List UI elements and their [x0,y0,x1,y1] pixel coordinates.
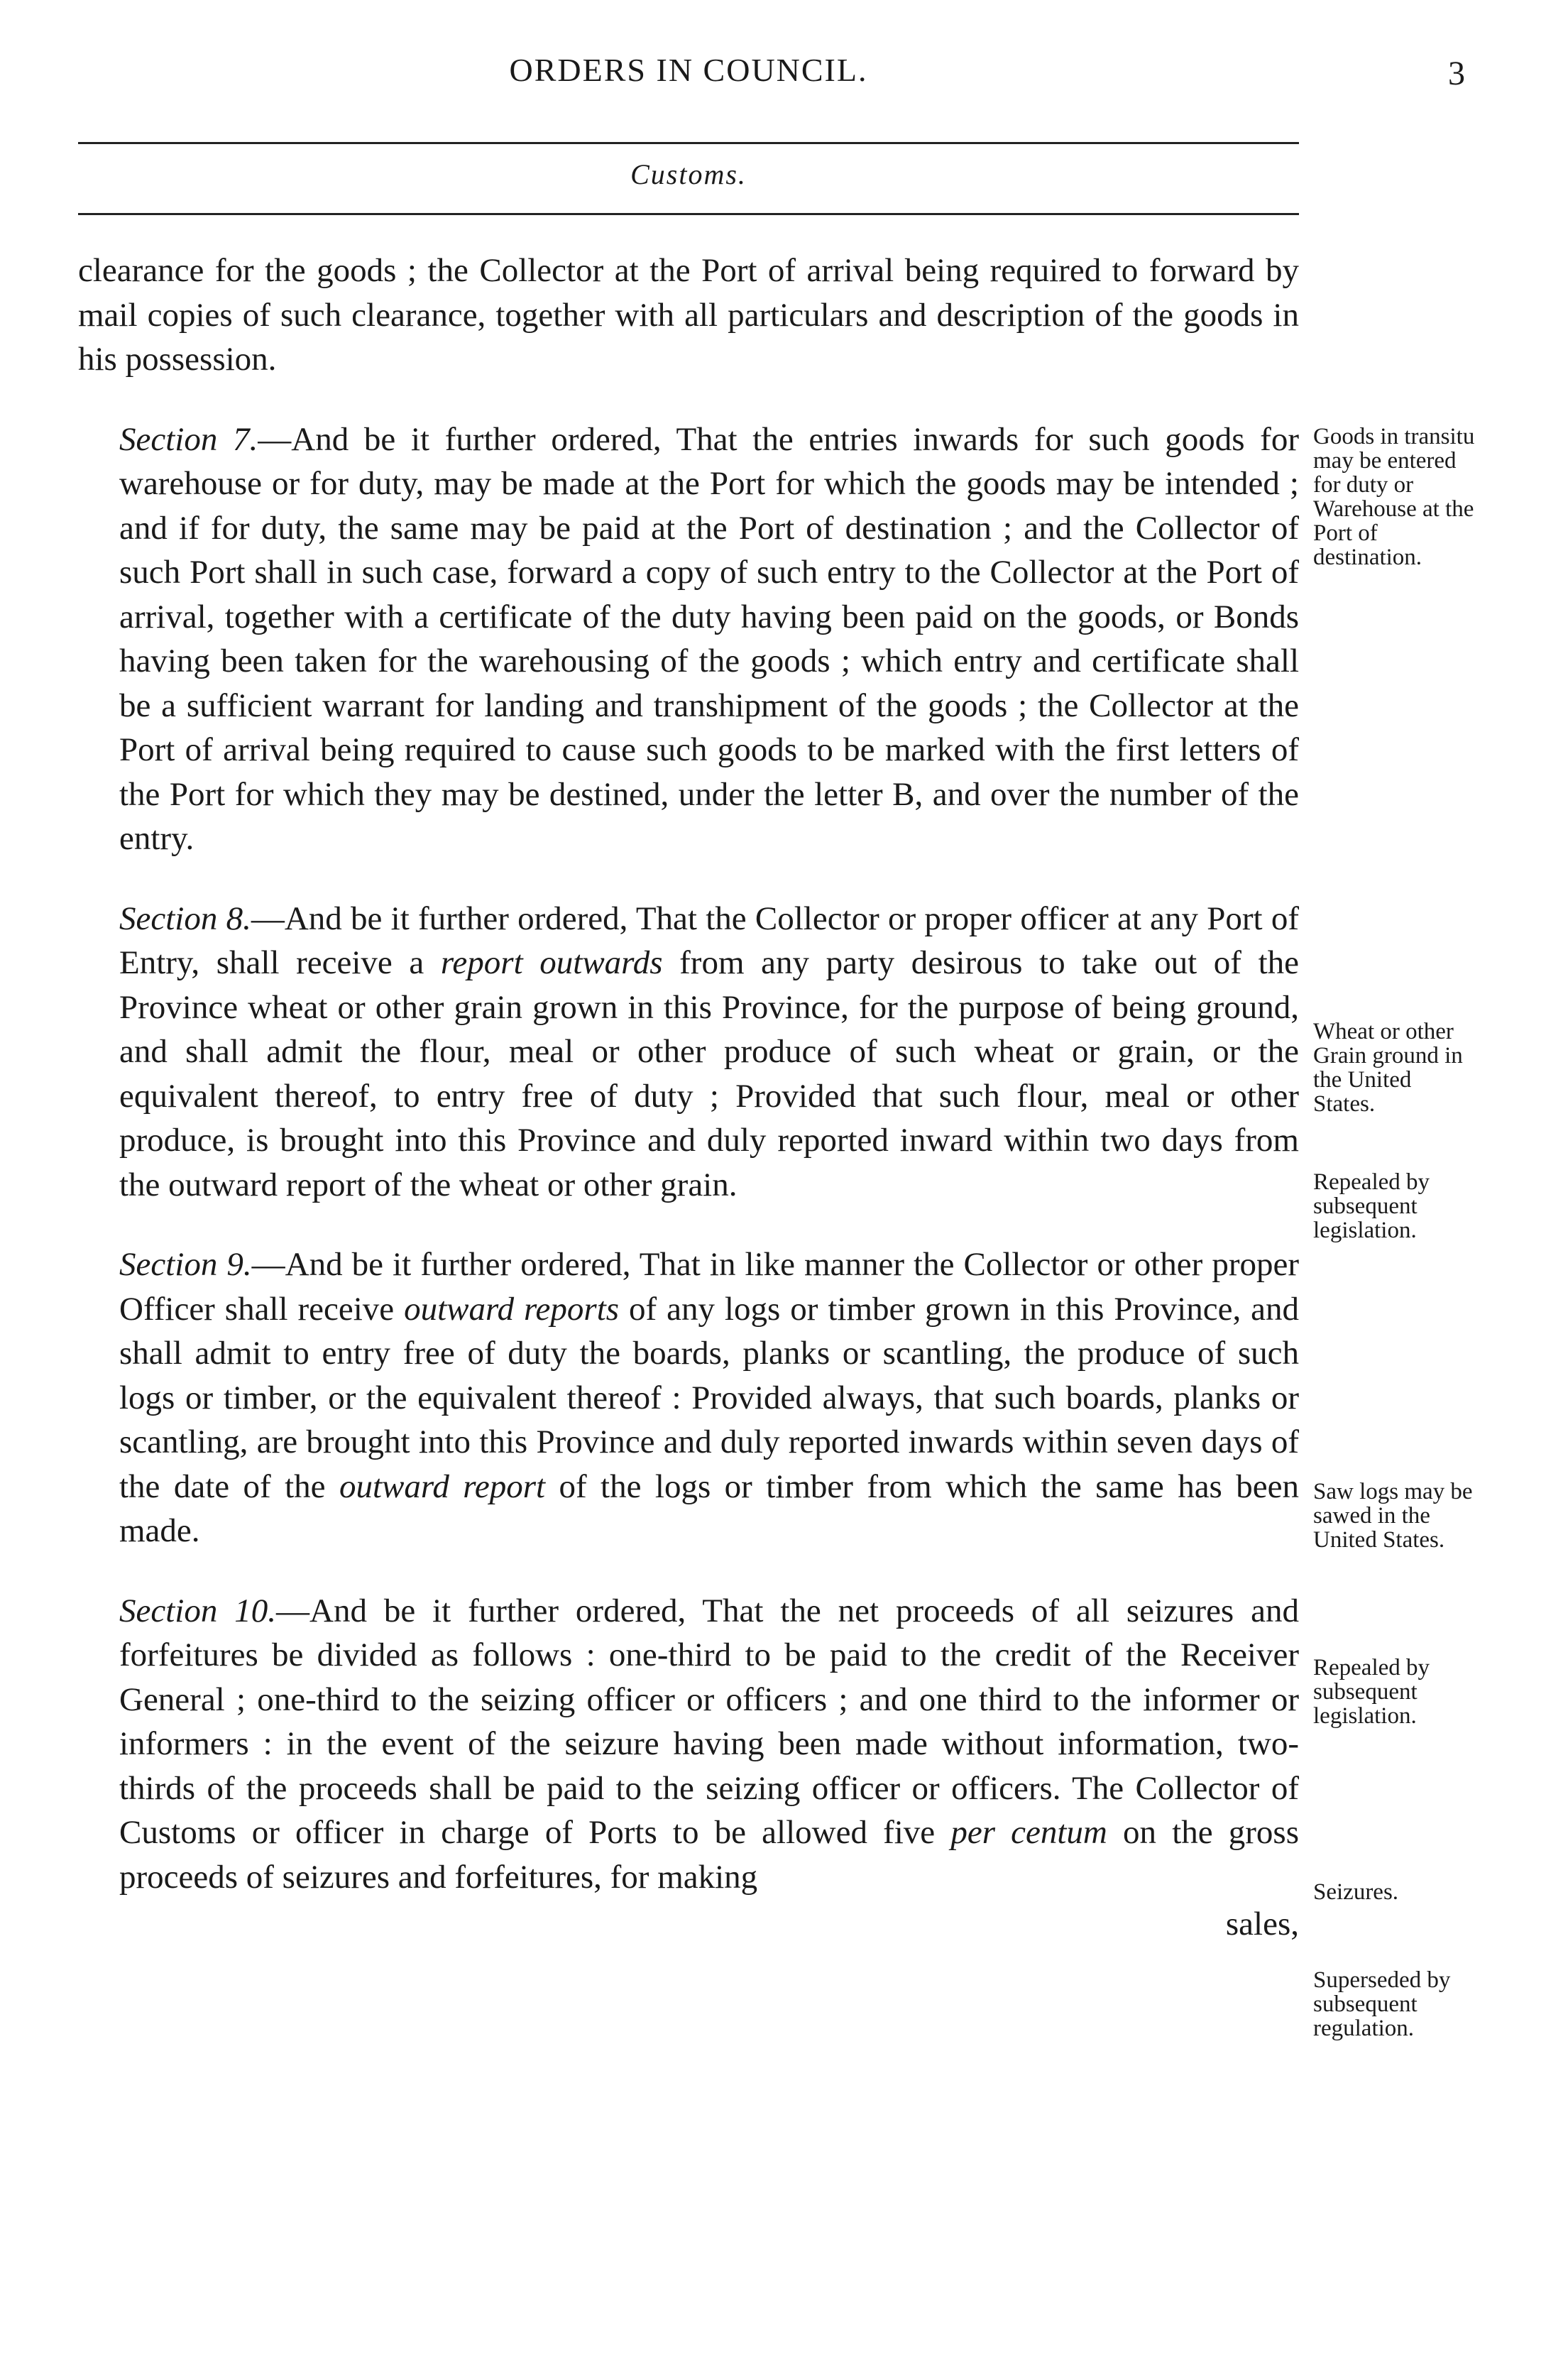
section-9-text-b: of any logs or timber grown in this Province, and shall admit to entry free of duty the boards, planks or scantling, the produce of such logs or timber, or the equivalent thereof : Provided always, that such boards, planks or scantling, are brought into this Province and duly reported inwards within seven days of the date of the [119,1290,1299,1505]
section-10-label: Section 10. [119,1592,276,1629]
section-10-paragraph [78,1589,1299,1900]
margin-note-seizures: Seizures. [1313,1879,1399,1905]
body-text [78,248,1299,1947]
section-10-text-b: on the gross proceeds of seizures and forfeitures, for making [119,1814,1300,1896]
margin-note-goods-in-transitu: Goods in transitu may be entered for duty or Warehouse at the Port of destination. [1313,424,1475,570]
header-rule-top [78,142,1299,144]
margin-note-wheat-grain: Wheat or other Grain ground in the United States. [1313,1019,1463,1117]
section-7-paragraph [78,417,1299,861]
section-9-paragraph [78,1242,1299,1553]
section-8-italic-a: report outwards [440,944,663,981]
continuation-text: clearance for the goods ; the Collector at the Port of arrival being required to forward by mail copies of such clearance, together with all particulars and description of the goods in his possession. [78,252,1299,378]
page-number: 3 [1448,55,1465,92]
section-9-label: Section 9. [119,1246,252,1283]
section-10-italic-a: per centum [950,1814,1107,1851]
section-9-text-a: —And be it further ordered, That in like manner the Collector or other proper Officer shall receive [119,1246,1299,1328]
section-8-text-a: —And be it further ordered, That the Collector or proper officer at any Port of Entry, shall receive a [119,900,1299,981]
section-7-text: —And be it further ordered, That the entries inwards for such goods for warehouse or for duty, may be made at the Port for which the goods may be intended ; and if for duty, the same may be paid at the Port of destination ; and the Collector of such Port shall in such case, forward a copy of such entry to the Collector at the Port of arrival, together with a certificate of the duty having been paid on the goods, or Bonds having been taken for the warehousing of the goods ; which entry and certificate shall be a sufficient warrant for landing and transhipment of the goods ; the Collector at the Port of arrival being required to cause such goods to be marked with the first letters of the Port for which they may be destined, under the letter B, and over the number of the entry. [119,420,1299,857]
margin-note-repealed-2: Repealed by subsequent legislation. [1313,1655,1430,1729]
catchword-line [78,1902,1299,1947]
running-title: ORDERS IN COUNCIL. [509,52,868,88]
section-8-label: Section 8. [119,900,251,937]
continuation-paragraph [78,248,1299,382]
section-9-italic-a: outward reports [404,1290,620,1328]
margin-note-repealed-1: Repealed by subsequent legislation. [1313,1169,1430,1243]
section-title: Customs. [630,158,747,190]
margin-note-saw-logs: Saw logs may be sawed in the United States. [1313,1479,1473,1553]
section-9-italic-b: outward report [339,1468,546,1505]
section-9-text-c: of the logs or timber from which the same has been made. [119,1468,1299,1549]
section-7-label: Section 7. [119,420,258,458]
section-10-text-a: —And be it further ordered, That the net proceeds of all seizures and forfeitures be divided as follows : one-third to be paid to the credit of the Receiver General ; one-third to the seizing officer or officers ; and one third to the informer or informers : in the event of the seizure having been made without information, two-thirds of the proceeds shall be paid to the seizing officer or officers. The Collector of Customs or officer in charge of Ports to be allowed five [119,1592,1299,1851]
catchword: sales, [1225,1906,1299,1942]
header-rule-bottom [78,213,1299,215]
margin-note-superseded: Superseded by subsequent regulation. [1313,1967,1451,2041]
section-8-text-b: from any party desirous to take out of the Province wheat or other grain grown in this Province, for the purpose of being ground, and shall admit the flour, meal or other produce of such wheat or grain, or the equivalent thereof, to entry free of duty ; Provided that such flour, meal or other produce, is brought into this Province and duly reported inward within two days from the outward report of the wheat or other grain. [119,944,1300,1203]
section-8-paragraph [78,897,1299,1208]
